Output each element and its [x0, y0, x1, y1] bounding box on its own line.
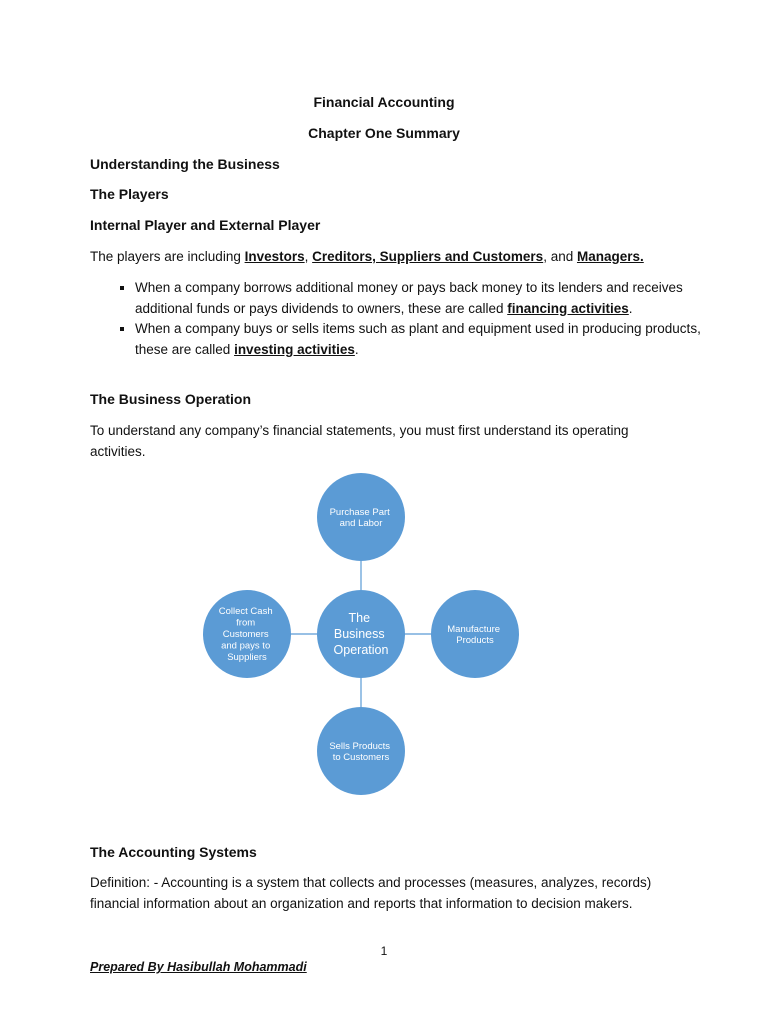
term-financing-activities: financing activities — [507, 300, 629, 316]
term-investing-activities: investing activities — [234, 341, 355, 357]
node-bottom-label — [329, 741, 392, 763]
node-left-line-1: Collect Cash — [218, 606, 273, 617]
node-right-line-2: Products — [456, 635, 494, 646]
financing-end: . — [628, 300, 633, 316]
players-and: , and — [543, 249, 577, 264]
node-bottom-line-2: to Customers — [332, 752, 390, 763]
node-left-line-2: from — [236, 617, 256, 629]
heading-players: The Players — [90, 186, 169, 202]
node-top-line-2: and Labor — [339, 518, 383, 529]
term-managers: Managers. — [576, 249, 644, 264]
term-investors: Investors — [244, 249, 305, 264]
node-left-line-4: and pays to — [221, 640, 271, 652]
heading-accounting-systems: The Accounting Systems — [90, 844, 257, 860]
node-left-label — [219, 606, 276, 663]
page-number: 1 — [380, 944, 388, 958]
operation-paragraph: To understand any company’s financial statements, you must first understand its operating activities. — [90, 423, 629, 459]
investing-text: When a company buys or sells items such as plant and equipment used in producing products, these are called — [135, 321, 701, 357]
players-prefix: The players are including — [90, 249, 245, 264]
financing-text: When a company borrows additional money or pays back money to its lenders and receives additional funds or pays dividends to owners, these are called — [135, 280, 683, 316]
prepared-by-footer: Prepared By Hasibullah Mohammadi — [90, 960, 307, 974]
node-right-line-1: Manufacture — [447, 624, 501, 635]
node-center-line-3: Operation — [333, 643, 389, 657]
node-center-line-2: Business — [333, 627, 385, 641]
term-creditors: Creditors, Suppliers and Customers — [312, 249, 544, 264]
heading-understanding-business: Understanding the Business — [90, 156, 280, 172]
players-comma: , — [304, 249, 313, 264]
heading-internal-external: Internal Player and External Player — [90, 217, 321, 233]
node-left-line-5: Suppliers — [227, 652, 267, 663]
investing-end: . — [354, 341, 359, 357]
document-title: Financial Accounting — [313, 94, 455, 110]
definition-paragraph: Definition: - Accounting is a system that collects and processes (measures, analyzes, records) financial information about an organization and reports that information to decision makers. — [90, 875, 652, 911]
node-bottom-line-1: Sells Products — [329, 741, 391, 752]
node-center-line-1: The — [348, 611, 371, 625]
node-left-line-3: Customers — [222, 629, 269, 640]
node-top-line-1: Purchase Part — [329, 507, 390, 518]
document-subtitle: Chapter One Summary — [308, 125, 460, 141]
heading-business-operation: The Business Operation — [90, 391, 252, 407]
